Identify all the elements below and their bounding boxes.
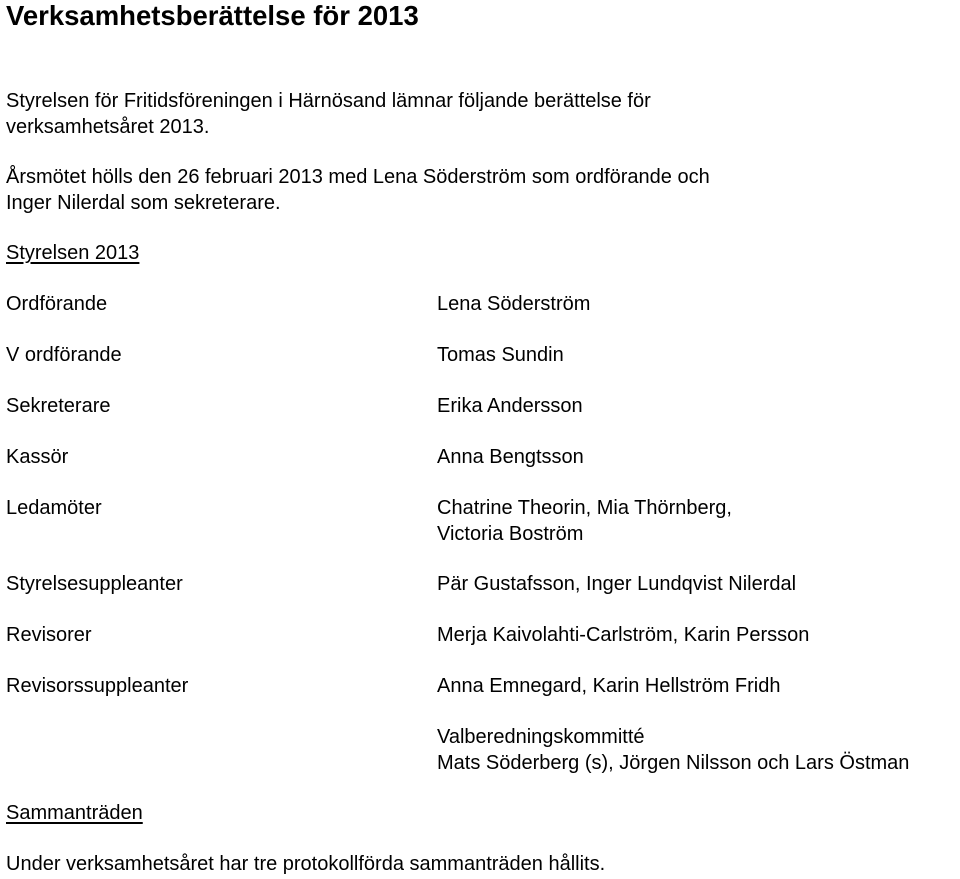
- board-role-treasurer: Kassör: [6, 446, 69, 468]
- board-name-members-line-1: Chatrine Theorin, Mia Thörnberg,: [437, 497, 732, 519]
- page-title: Verksamhetsberättelse för 2013: [6, 0, 419, 31]
- board-name-deputy-auditors: Anna Emnegard, Karin Hellström Fridh: [437, 675, 781, 697]
- board-role-deputy-auditors: Revisorssuppleanter: [6, 675, 189, 697]
- board-role-deputies: Styrelsesuppleanter: [6, 573, 183, 595]
- intro-line-2: verksamhetsåret 2013.: [6, 116, 210, 138]
- intro-line-1: Styrelsen för Fritidsföreningen i Härnösand lämnar följande berättelse för: [6, 90, 651, 112]
- annual-meeting-line-2: Inger Nilerdal som sekreterare.: [6, 192, 281, 214]
- nomination-committee-members: Mats Söderberg (s), Jörgen Nilsson och Lars Östman: [437, 752, 910, 774]
- board-role-auditors: Revisorer: [6, 624, 92, 646]
- board-name-vice-chair: Tomas Sundin: [437, 344, 564, 366]
- board-role-chair: Ordförande: [6, 293, 108, 315]
- board-name-auditors: Merja Kaivolahti-Carlström, Karin Persson: [437, 624, 810, 646]
- board-name-treasurer: Anna Bengtsson: [437, 446, 584, 468]
- board-name-deputies: Pär Gustafsson, Inger Lundqvist Nilerdal: [437, 573, 797, 595]
- board-role-secretary: Sekreterare: [6, 395, 111, 417]
- nomination-committee-label: Valberedningskommitté: [437, 726, 645, 748]
- board-role-members: Ledamöter: [6, 497, 102, 519]
- board-heading: Styrelsen 2013: [6, 242, 140, 264]
- board-name-chair: Lena Söderström: [437, 293, 591, 315]
- meetings-text: Under verksamhetsåret har tre protokollförda sammanträden hållits.: [6, 853, 606, 875]
- board-role-vice-chair: V ordförande: [6, 344, 122, 366]
- annual-meeting-line-1: Årsmötet hölls den 26 februari 2013 med Lena Söderström som ordförande och: [6, 166, 710, 188]
- board-name-secretary: Erika Andersson: [437, 395, 583, 417]
- meetings-heading: Sammanträden: [6, 802, 143, 824]
- board-name-members-line-2: Victoria Boström: [437, 523, 584, 545]
